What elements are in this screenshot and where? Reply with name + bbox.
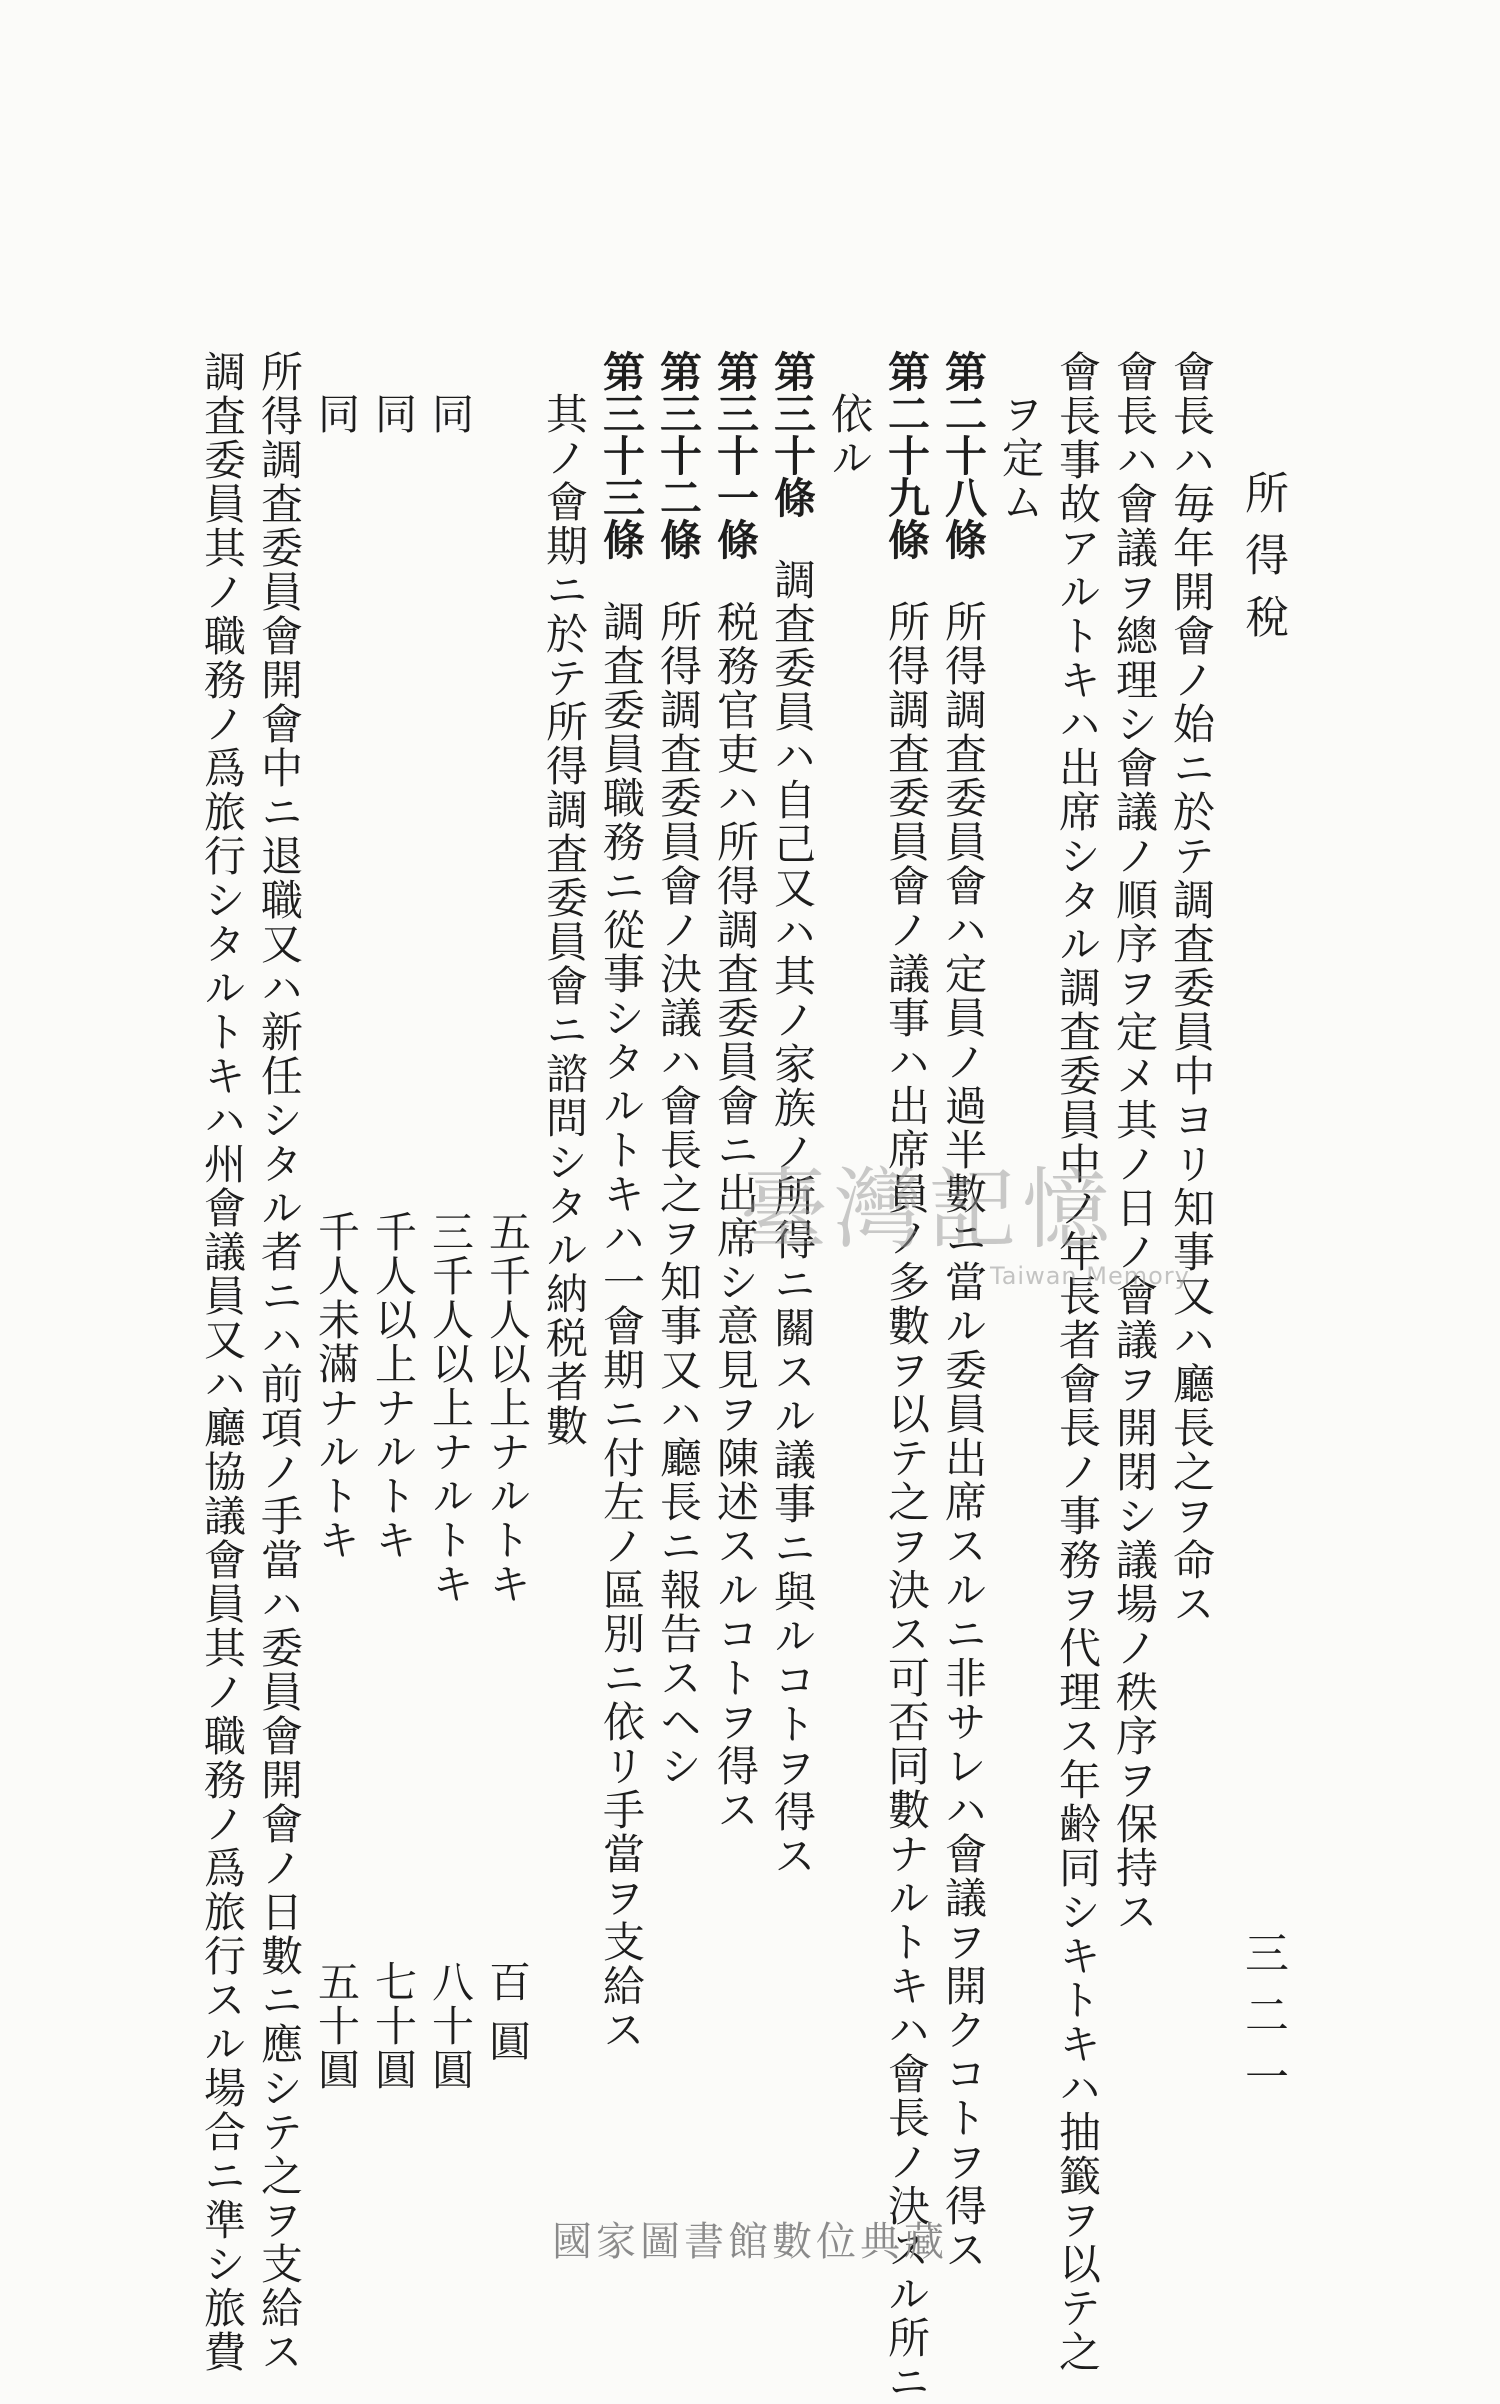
watermark-logo: 臺灣記憶 — [740, 1158, 1117, 1261]
text-column-3: 會長事故アルトキハ出席シタル調査委員中ノ年長者會長ノ事務ヲ代理ス年齢同シキトキハ抽籤ヲ以テ之 — [1053, 350, 1102, 2374]
fee-row-3-count: 千人以上ナルトキ — [369, 1210, 418, 1562]
text-column-4: ヲ定ム — [996, 392, 1045, 524]
text-column-2: 會長ハ會議ヲ總理シ會議ノ順序ヲ定メ其ノ日ノ會議ヲ開閉シ議場ノ秩序ヲ保持ス — [1110, 350, 1159, 1934]
article-30-text: 調査委員ハ自己又ハ其ノ家族ノ所得ニ關スル議事ニ與ルコトヲ得ス — [768, 558, 817, 1878]
fee-row-3-prefix: 同 — [369, 392, 418, 436]
article-33-text: 調査委員職務ニ從事シタルトキハ一會期ニ付左ノ區別ニ依リ手當ヲ支給ス — [597, 600, 646, 2052]
fee-row-2-prefix: 同 — [426, 392, 475, 436]
article-28-label: 第二十八條 — [939, 350, 988, 560]
article-33 — [593, 350, 650, 2180]
article-29-text: 所得調査委員會ノ議事ハ出席員ノ多數ヲ以テ之ヲ決ス可否同數ナルトキハ會長ノ決スル所ニ — [882, 600, 931, 2404]
text-column-19: 調査委員其ノ職務ノ爲旅行シタルトキハ州會議員又ハ廳協議會員其ノ職務ノ爲旅行スル場合ニ準シ旅費 — [198, 350, 247, 2374]
page-number: 三二一 — [1237, 1930, 1288, 2116]
article-30-label: 第三十條 — [768, 350, 817, 518]
fee-row-4 — [308, 350, 365, 2180]
article-33-label: 第三十三條 — [597, 350, 646, 560]
article-29-label: 第二十九條 — [882, 350, 931, 560]
fee-row-3-amount: 七十圓 — [369, 1960, 418, 2092]
text-column-7: 依ル — [825, 392, 874, 480]
article-31-label: 第三十一條 — [711, 350, 760, 560]
fee-row-1 — [479, 350, 536, 2180]
fee-row-2 — [422, 350, 479, 2180]
text-column-18: 所得調査委員會開會中ニ退職又ハ新任シタル者ニハ前項ノ手當ハ委員會開會ノ日數ニ應シテ之ヲ支給ス — [255, 350, 304, 2374]
footer-credit: 國家圖書館數位典藏 — [552, 2219, 948, 2265]
text-column-13: 其ノ會期ニ於テ所得調査委員會ニ諮問シタル納税者數 — [540, 392, 589, 1448]
article-28-text: 所得調査委員會ハ定員ノ過半數ニ當ル委員出席スルニ非サレハ會議ヲ開クコトヲ得ス — [939, 600, 988, 2272]
page-title: 所得稅 — [1237, 470, 1288, 656]
fee-row-2-count: 三千人以上ナルトキ — [426, 1210, 475, 1606]
fee-row-3 — [365, 350, 422, 2180]
article-31-text: 税務官吏ハ所得調査委員會ニ出席シ意見ヲ陳述スルコトヲ得ス — [711, 600, 760, 1832]
fee-row-4-prefix: 同 — [312, 392, 361, 436]
fee-row-2-amount: 八十圓 — [426, 1960, 475, 2092]
fee-row-4-amount: 五十圓 — [312, 1960, 361, 2092]
article-32-label: 第三十二條 — [654, 350, 703, 560]
article-32-text: 所得調査委員會ノ決議ハ會長之ヲ知事又ハ廳長ニ報告スヘシ — [654, 600, 703, 1788]
fee-row-4-count: 千人未滿ナルトキ — [312, 1210, 361, 1562]
text-column-1: 會長ハ毎年開會ノ始ニ於テ調査委員中ヨリ知事又ハ廳長之ヲ命ス — [1167, 350, 1216, 1626]
watermark-subtext: Taiwan Memory — [990, 1262, 1190, 1290]
fee-row-1-count: 五千人以上ナルトキ — [483, 1210, 532, 1606]
fee-row-1-amount: 百 圓 — [483, 1960, 532, 2064]
article-32 — [650, 350, 707, 2180]
